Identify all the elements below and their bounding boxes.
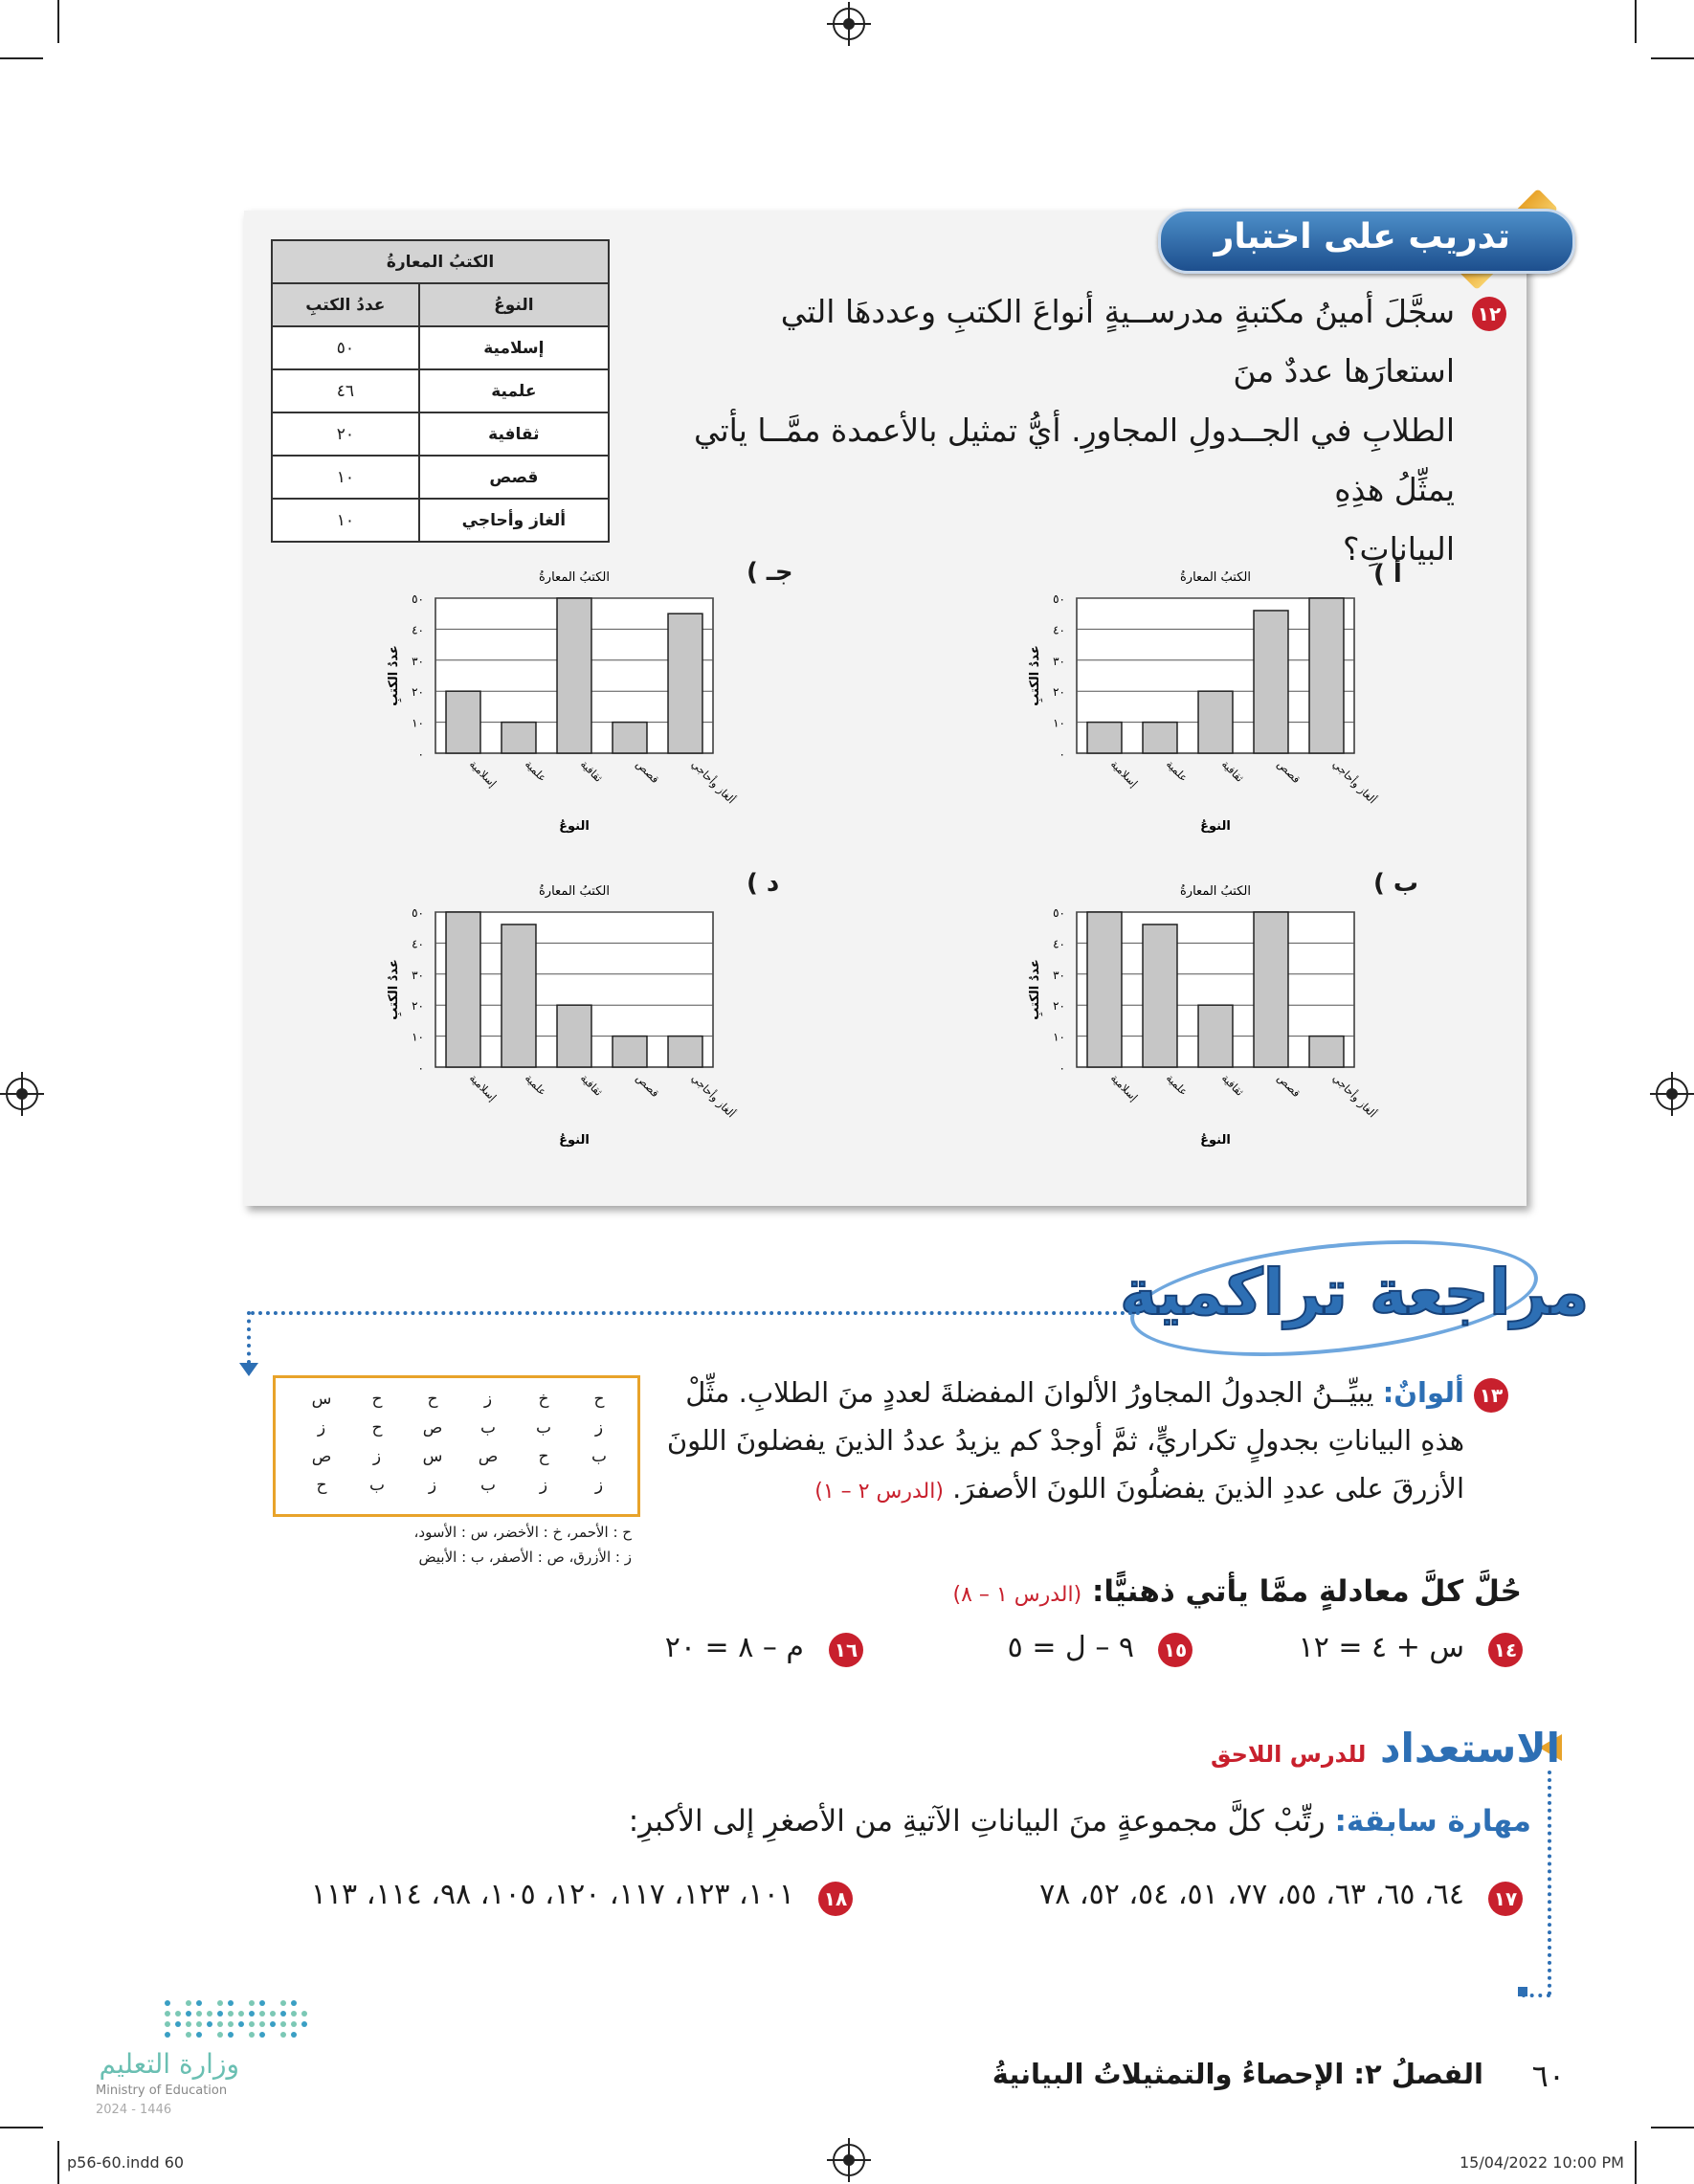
logo-dot [217,2011,223,2017]
legend-line: ح : الأحمر، خ : الأخضر، س : الأسود، [413,1524,632,1541]
bar-chart-option-a [1024,560,1407,837]
table-cell: ١٠ [272,456,419,499]
color-code-cell: ب [591,1447,607,1466]
color-code-cell: ز [317,1418,326,1437]
chapter-title: الفصلُ ٢: الإحصاءُ والتمثيلاتُ البيانيةُ [992,2058,1483,2090]
question-number-17: ١٧ [1488,1882,1523,1916]
logo-dot [280,2000,286,2006]
y-tick-label: ٣٠ [412,968,424,982]
arrow-down-icon [239,1363,258,1376]
x-tick-label: قصص [1274,757,1304,787]
chart-title: الكتبُ المعارةُ [1180,884,1251,899]
x-axis-label: النوعُ [1200,1133,1231,1148]
registration-mark-icon [1656,1078,1688,1110]
y-tick-label: ٢٠ [1053,999,1065,1014]
y-tick-label: ٢٠ [1053,685,1065,700]
color-code-cell: ز [372,1447,382,1466]
logo-dot [186,2021,191,2027]
bar [1143,925,1177,1067]
table-header-type: النوعُ [419,283,609,326]
equation-16: م – ٨ = ٢٠ [664,1631,804,1664]
logo-dot [228,2000,234,2006]
print-timestamp: 15/04/2022 10:00 PM [1460,2153,1624,2172]
table-cell: ٤٦ [272,369,419,412]
table-cell: قصص [419,456,609,499]
y-tick-label: ٣٠ [1053,654,1065,668]
logo-dot [196,2000,202,2006]
banner-text: تدريب على اختبار [1214,217,1510,256]
bar [613,1036,647,1067]
logo-dot [196,2021,202,2027]
x-tick-label: ثقافية [1218,1071,1246,1099]
bar [1143,723,1177,753]
color-code-cell: ح [427,1390,438,1409]
crop-mark [1635,0,1637,43]
bar [502,925,536,1067]
bar [1198,691,1233,753]
table-cell: ١٠ [272,499,419,542]
color-code-cell: ز [539,1476,548,1495]
bar [1198,1005,1233,1067]
x-tick-label: إسلامية [466,757,500,791]
bar-chart-option-c [383,560,766,837]
logo-dot [259,2011,265,2017]
logo-dot [175,2021,181,2027]
x-tick-label: ألغاز وأحاجي [1329,1071,1379,1121]
color-code-cell: ز [594,1418,604,1437]
file-slug: p56-60.indd 60 [67,2153,185,2172]
logo-dot [249,2021,255,2027]
data-set-18: ١٠١، ١٢٣، ١١٧، ١٢٠، ١٠٥، ٩٨، ١١٤، ١١٣ [310,1878,794,1911]
color-code-cell: ح [371,1418,383,1437]
test-practice-banner [1158,209,1575,274]
logo-dot [280,2032,286,2038]
review-title: مراجعة تراكمية [1120,1256,1590,1329]
bar [502,723,536,753]
x-tick-label: ثقافية [577,757,605,785]
bar [668,1036,702,1067]
logo-dot [249,2011,255,2017]
y-tick-label: ٤٠ [1053,623,1065,637]
table-row [272,456,609,499]
color-code-cell: ز [428,1476,437,1495]
logo-dot [301,2021,307,2027]
solve-text: حُلَّ كلَّ معادلةٍ ممَّا يأتي ذهنيًّا: [1091,1574,1522,1609]
logo-dot [228,2032,234,2038]
x-tick-label: علمية [522,1071,549,1099]
colors-legend [316,1524,632,1566]
bar [613,723,647,753]
ministry-name-en: Ministry of Education [96,2084,228,2098]
y-tick-label: ٣٠ [412,654,424,668]
data-set-17: ٦٤، ٦٥، ٦٣، ٥٥، ٧٧، ٥١، ٥٤، ٥٢، ٧٨ [1039,1878,1464,1911]
lesson-reference: (الدرس ١ – ٨) [952,1583,1082,1607]
color-code-cell: ص [311,1447,332,1466]
equation-14: س + ٤ = ١٢ [1298,1631,1464,1664]
bar [1254,611,1288,753]
logo-dot [196,2032,202,2038]
logo-dot [270,2011,276,2017]
x-tick-label: ثقافية [577,1071,605,1099]
bar [1309,598,1344,753]
x-tick-label: قصص [633,757,662,787]
table-cell: ثقافية [419,412,609,456]
question-13-label: ألوانٌ: [1382,1376,1464,1409]
question-12-text [670,282,1455,579]
question-number-12: ١٢ [1472,297,1506,331]
y-tick-label: ٠ [1059,747,1065,761]
y-tick-label: ٥٠ [1053,906,1065,920]
y-tick-label: ٤٠ [1053,937,1065,951]
table-cell: علمية [419,369,609,412]
y-tick-label: ١٠ [1053,1030,1065,1044]
logo-dot [249,2000,255,2006]
logo-dot [291,2032,297,2038]
prior-skill-text: رتِّبْ كلَّ مجموعةٍ منَ البياناتِ الآتيةِ من الأصغرِ إلى الأكبرِ: [628,1804,1326,1839]
borrowed-books-table [271,239,610,543]
question-13-line: الأزرقَ على عددِ الذينَ يفضلُونَ اللونَ الأصفرَ. [952,1472,1464,1504]
logo-dot [165,2000,170,2006]
logo-dot [259,2032,265,2038]
chart-title: الكتبُ المعارةُ [1180,570,1251,585]
option-c-label: جـ ) [747,558,793,587]
y-axis-label: عددُ الكتبِ [1028,959,1042,1020]
logo-dot [217,2021,223,2027]
logo-dot [238,2011,244,2017]
crop-mark [1651,2127,1694,2128]
y-axis-label: عددُ الكتبِ [387,959,401,1020]
color-code-cell: ب [368,1476,385,1495]
prep-title: الاستعداد [1379,1725,1561,1772]
x-tick-label: قصص [633,1071,662,1101]
dotted-divider [247,1311,251,1364]
registration-mark-icon [6,1078,38,1110]
question-number-14: ١٤ [1488,1633,1523,1667]
logo-dot [228,2021,234,2027]
x-tick-label: قصص [1274,1071,1304,1101]
registration-mark-icon [833,2144,865,2176]
crop-mark [57,2141,59,2184]
logo-dot [175,2011,181,2017]
crop-mark [1635,2141,1637,2184]
table-row [272,369,609,412]
table-cell: ٥٠ [272,326,419,369]
end-marker [1518,1987,1527,1996]
y-tick-label: ٥٠ [412,592,424,606]
dotted-divider [251,1311,1141,1315]
prep-subtitle: للدرس اللاحق [1211,1741,1367,1768]
y-tick-label: ٢٠ [412,999,424,1014]
logo-dot [165,2011,170,2017]
color-code-cell: ز [594,1476,604,1495]
x-tick-label: ألغاز وأحاجي [688,757,738,807]
x-tick-label: ثقافية [1218,757,1246,785]
ministry-logo-dots [165,2000,313,2042]
y-tick-label: ٠ [417,1061,424,1075]
bar [557,598,591,753]
bar-chart-option-d [383,874,766,1151]
crop-mark [0,2127,43,2128]
lesson-reference: (الدرس ٢ – ١) [814,1480,944,1504]
logo-dot [291,2021,297,2027]
bar [446,912,480,1067]
crop-mark [1651,57,1694,59]
logo-dot [280,2021,286,2027]
logo-dot [217,2032,223,2038]
color-code-cell: ب [479,1418,496,1437]
logo-dot [228,2011,234,2017]
question-number-18: ١٨ [818,1882,853,1916]
y-tick-label: ٤٠ [412,937,424,951]
color-code-cell: ب [479,1476,496,1495]
logo-dot [186,2000,191,2006]
logo-dot [259,2000,265,2006]
option-b-label: ب ) [1373,869,1419,898]
logo-dot [280,2011,286,2017]
year-label: 2024 - 1446 [96,2103,172,2117]
x-tick-label: ألغاز وأحاجي [1329,757,1379,807]
x-tick-label: علمية [1163,757,1191,785]
crop-mark [0,57,43,59]
question-12-line: سجَّلَ أمينُ مكتبةٍ مدرســيةٍ أنواعَ الكتبِ وعددهَا التي استعارَها عددٌ منَ [780,293,1455,390]
x-tick-label: علمية [522,757,549,785]
table-row [272,499,609,542]
logo-dot [186,2032,191,2038]
logo-dot [165,2032,170,2038]
bar [1254,912,1288,1067]
logo-dot [196,2011,202,2017]
y-tick-label: ٤٠ [412,623,424,637]
dotted-divider [1548,1771,1551,1995]
color-code-cell: ح [593,1390,605,1409]
question-number-16: ١٦ [829,1633,863,1667]
prior-skill [629,1804,1531,1839]
bar [1087,723,1122,753]
question-13-text [641,1369,1464,1516]
x-axis-label: النوعُ [1200,819,1231,834]
y-axis-label: عددُ الكتبِ [1028,645,1042,706]
registration-mark-icon [833,8,865,40]
color-code-cell: ز [483,1390,493,1409]
y-tick-label: ١٠ [1053,716,1065,730]
y-tick-label: ٠ [1059,1061,1065,1075]
bar-chart-option-b [1024,874,1407,1151]
color-code-cell: ح [371,1390,383,1409]
x-tick-label: إسلامية [466,1071,500,1104]
y-tick-label: ٥٠ [1053,592,1065,606]
color-code-cell: ح [316,1476,327,1495]
color-code-cell: ح [538,1447,549,1466]
color-code-cell: ص [422,1418,443,1437]
color-code-cell: ب [535,1418,551,1437]
color-code-cell: س [422,1447,443,1466]
x-tick-label: إسلامية [1107,1071,1141,1104]
bar [446,691,480,753]
y-tick-label: ١٠ [412,716,424,730]
logo-dot [217,2000,223,2006]
logo-dot [186,2011,191,2017]
logo-dot [238,2021,244,2027]
solve-instruction [953,1574,1522,1609]
y-tick-label: ٣٠ [1053,968,1065,982]
x-axis-label: النوعُ [559,1133,590,1148]
crop-mark [57,0,59,43]
logo-dot [249,2032,255,2038]
y-tick-label: ٠ [417,747,424,761]
table-cell: إسلامية [419,326,609,369]
question-13-line: يبيِّــنُ الجدولُ المجاورُ الألوانَ المفضلةَ لعددٍ منَ الطلابِ. مثِّلْ [685,1376,1374,1409]
logo-dot [291,2011,297,2017]
prior-skill-label: مهارة سابقة: [1334,1804,1531,1839]
bar [668,613,702,753]
color-code-cell: ص [478,1447,499,1466]
logo-dot [259,2021,265,2027]
color-code-cell: خ [538,1390,549,1409]
table-title: الكتبُ المعارةُ [272,240,609,283]
table-cell: ٢٠ [272,412,419,456]
logo-dot [270,2021,276,2027]
table-cell: ألغاز وأحاجي [419,499,609,542]
bar [1087,912,1122,1067]
ministry-name-ar: وزارة التعليم [99,2048,239,2080]
x-axis-label: النوعُ [559,819,590,834]
y-axis-label: عددُ الكتبِ [387,645,401,706]
y-tick-label: ٥٠ [412,906,424,920]
equation-15: ٩ – ل = ٥ [1007,1631,1134,1664]
x-tick-label: علمية [1163,1071,1191,1099]
table-row [272,412,609,456]
question-number-15: ١٥ [1158,1633,1192,1667]
chart-title: الكتبُ المعارةُ [539,570,610,585]
bar [557,1005,591,1067]
y-tick-label: ١٠ [412,1030,424,1044]
question-12-line: البياناتِ؟ [1342,530,1455,568]
logo-dot [207,2011,212,2017]
option-d-label: د ) [747,869,780,898]
chart-title: الكتبُ المعارةُ [539,884,610,899]
question-12-line: الطلابِ في الجــدولِ المجاورِ. أيُّ تمثيل بالأعمدة ممَّــا يأتي يمثِّلُ هذِهِ [693,412,1455,508]
logo-dot [291,2000,297,2006]
table-row [272,326,609,369]
option-a-label: أ ) [1373,560,1402,589]
logo-dot [165,2021,170,2027]
question-13-line: هذهِ البياناتِ بجدولٍ تكراريٍّ، ثمَّ أوجدْ كم يزيدُ عددُ الذينَ يفضلونَ اللونَ [666,1424,1464,1457]
question-number-13: ١٣ [1474,1378,1508,1413]
table-header-count: عددُ الكتبِ [272,283,419,326]
x-tick-label: ألغاز وأحاجي [688,1071,738,1121]
legend-line: ز : الأزرق، ص : الأصفر، ب : الأبيض [418,1549,632,1566]
prep-heading [1211,1725,1560,1772]
x-tick-label: إسلامية [1107,757,1141,791]
page-number: ٦٠ [1531,2058,1565,2094]
logo-dot [207,2021,212,2027]
bar [1309,1036,1344,1067]
favorite-colors-grid [273,1375,640,1517]
logo-dot [301,2011,307,2017]
color-code-cell: س [311,1390,332,1409]
y-tick-label: ٢٠ [412,685,424,700]
